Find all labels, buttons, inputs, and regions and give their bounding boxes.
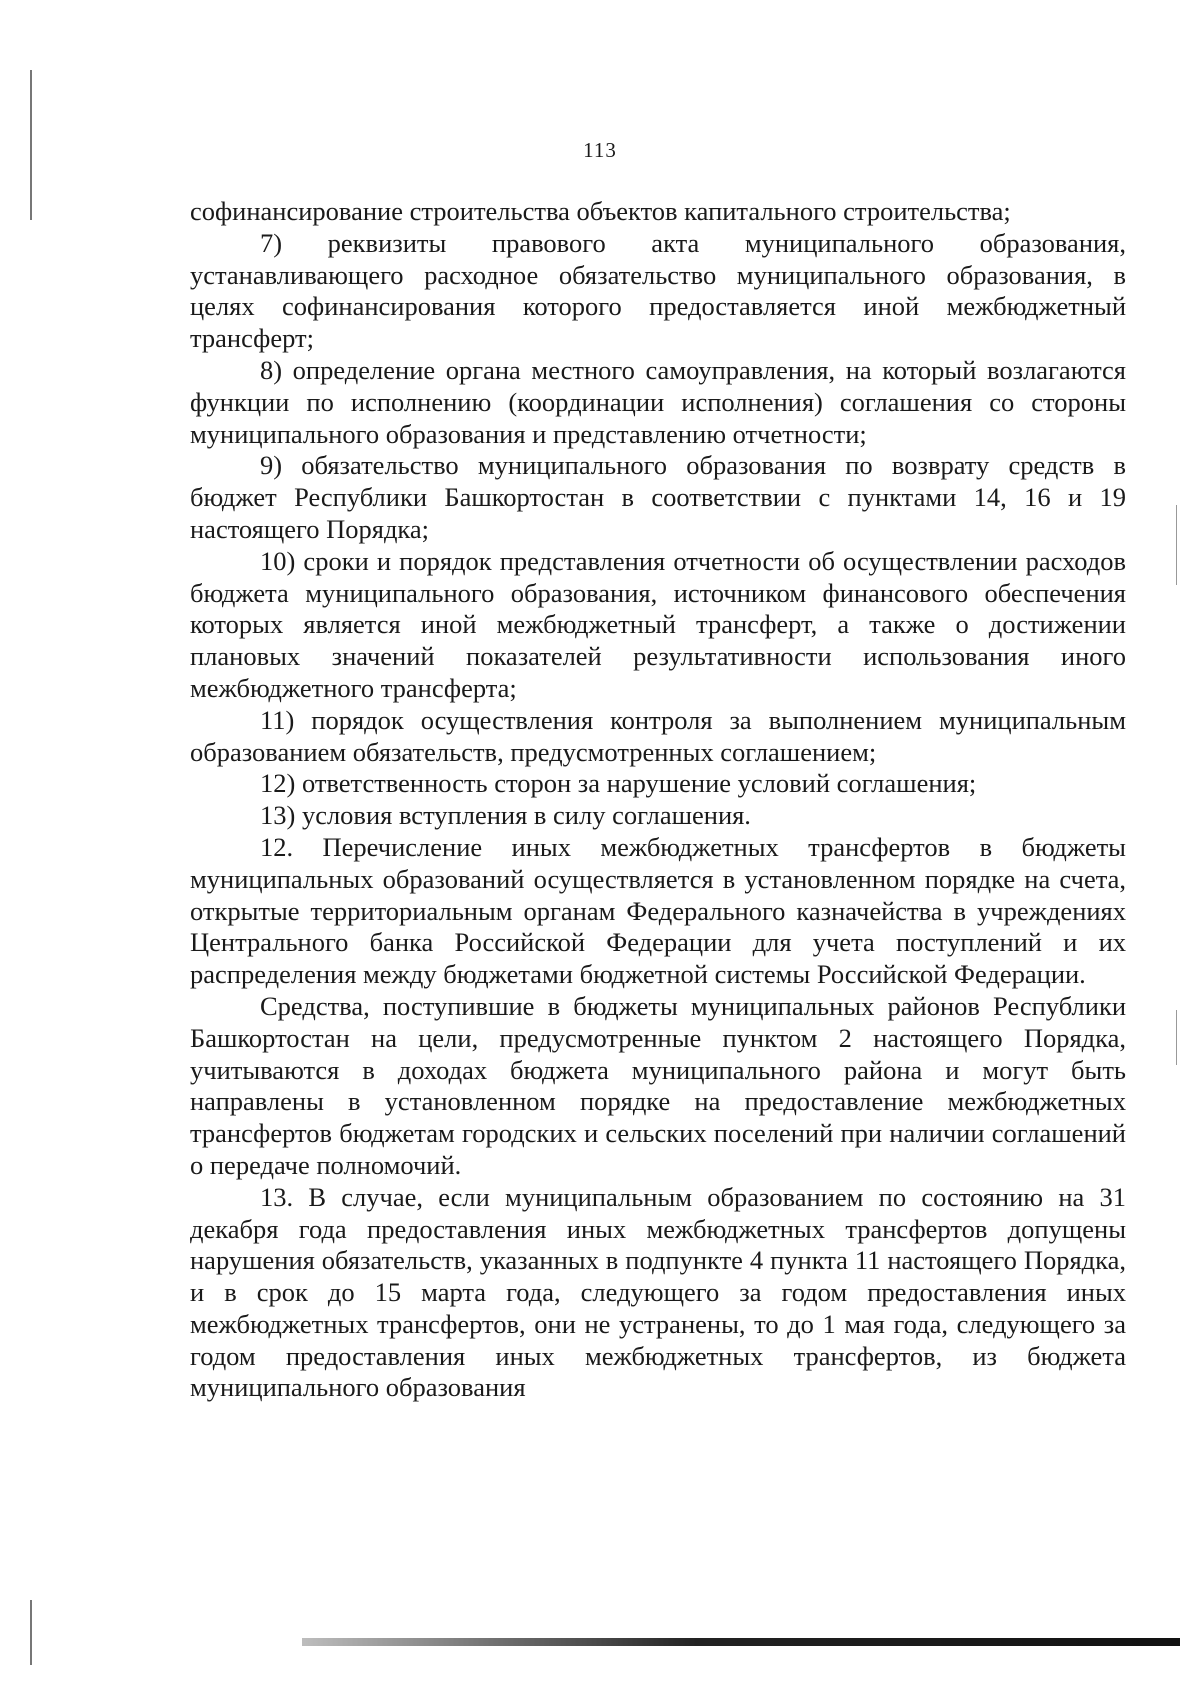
- clause-13: 13. В случае, если муниципальным образованием по состоянию на 31 декабря года предоставления иных межбюджетных трансфертов допущены нарушения обязательств, указанных в подпункте 4 пункта 11 настоящего Порядка, и в срок до 15 марта года, следующего за годом предоставления иных межбюджетных трансфертов, они не устранены, то до 1 мая года, следующего за годом предоставления иных межбюджетных трансфертов, из бюджета муниципального образования: [190, 1181, 1126, 1403]
- scan-edge-mark: [1176, 1010, 1177, 1065]
- clause-12-funds: Средства, поступившие в бюджеты муниципальных районов Республики Башкортостан на цели, предусмотренные пунктом 2 настоящего Порядка, учитываются в доходах бюджета муниципального района и могут быть направлены в установленном порядке на предоставление межбюджетных трансфертов бюджетам городских и сельских поселений при наличии соглашений о передаче полномочий.: [190, 990, 1126, 1180]
- paragraph-continuation: софинансирование строительства объектов капитального строительства;: [190, 196, 1011, 226]
- list-item-7: 7) реквизиты правового акта муниципального образования, устанавливающего расходное обязательство муниципального образования, в целях софинансирования которого предоставляется иной межбюджетный трансферт;: [190, 227, 1126, 354]
- scan-edge-mark: [1176, 505, 1177, 585]
- list-item-9: 9) обязательство муниципального образования по возврату средств в бюджет Республики Башкортостан в соответствии с пунктами 14, 16 и 19 настоящего Порядка;: [190, 450, 1126, 544]
- scan-bottom-edge: [302, 1638, 1180, 1646]
- page-number: 113: [583, 138, 617, 162]
- document-body: [190, 196, 1126, 1404]
- clause-12: 12. Перечисление иных межбюджетных трансфертов в бюджеты муниципальных образований осуществляется в установленном порядке на счета, открытые территориальным органам Федерального казначейства в учреждениях Центрального банка Российской Федерации для учета поступлений и их распределения между бюджетами бюджетной системы Российской Федерации.: [190, 831, 1126, 990]
- list-item-10: 10) сроки и порядок представления отчетности об осуществлении расходов бюджета муниципального образования, источником финансового обеспечения которых является иной межбюджетный трансферт, а также о достижении плановых значений показателей результативности использования иного межбюджетного трансферта;: [190, 545, 1126, 703]
- scan-edge-mark: [30, 1600, 32, 1665]
- list-item-12: 12) ответственность сторон за нарушение условий соглашения;: [260, 768, 977, 799]
- list-item-8: 8) определение органа местного самоуправления, на который возлагаются функции по исполнению (координации исполнения) соглашения со стороны муниципального образования и представлению отчетности;: [190, 354, 1126, 449]
- list-item-13: 13) условия вступления в силу соглашения.: [260, 800, 751, 831]
- list-item-11: 11) порядок осуществления контроля за выполнением муниципальным образованием обязательств, предусмотренных соглашением;: [190, 704, 1126, 767]
